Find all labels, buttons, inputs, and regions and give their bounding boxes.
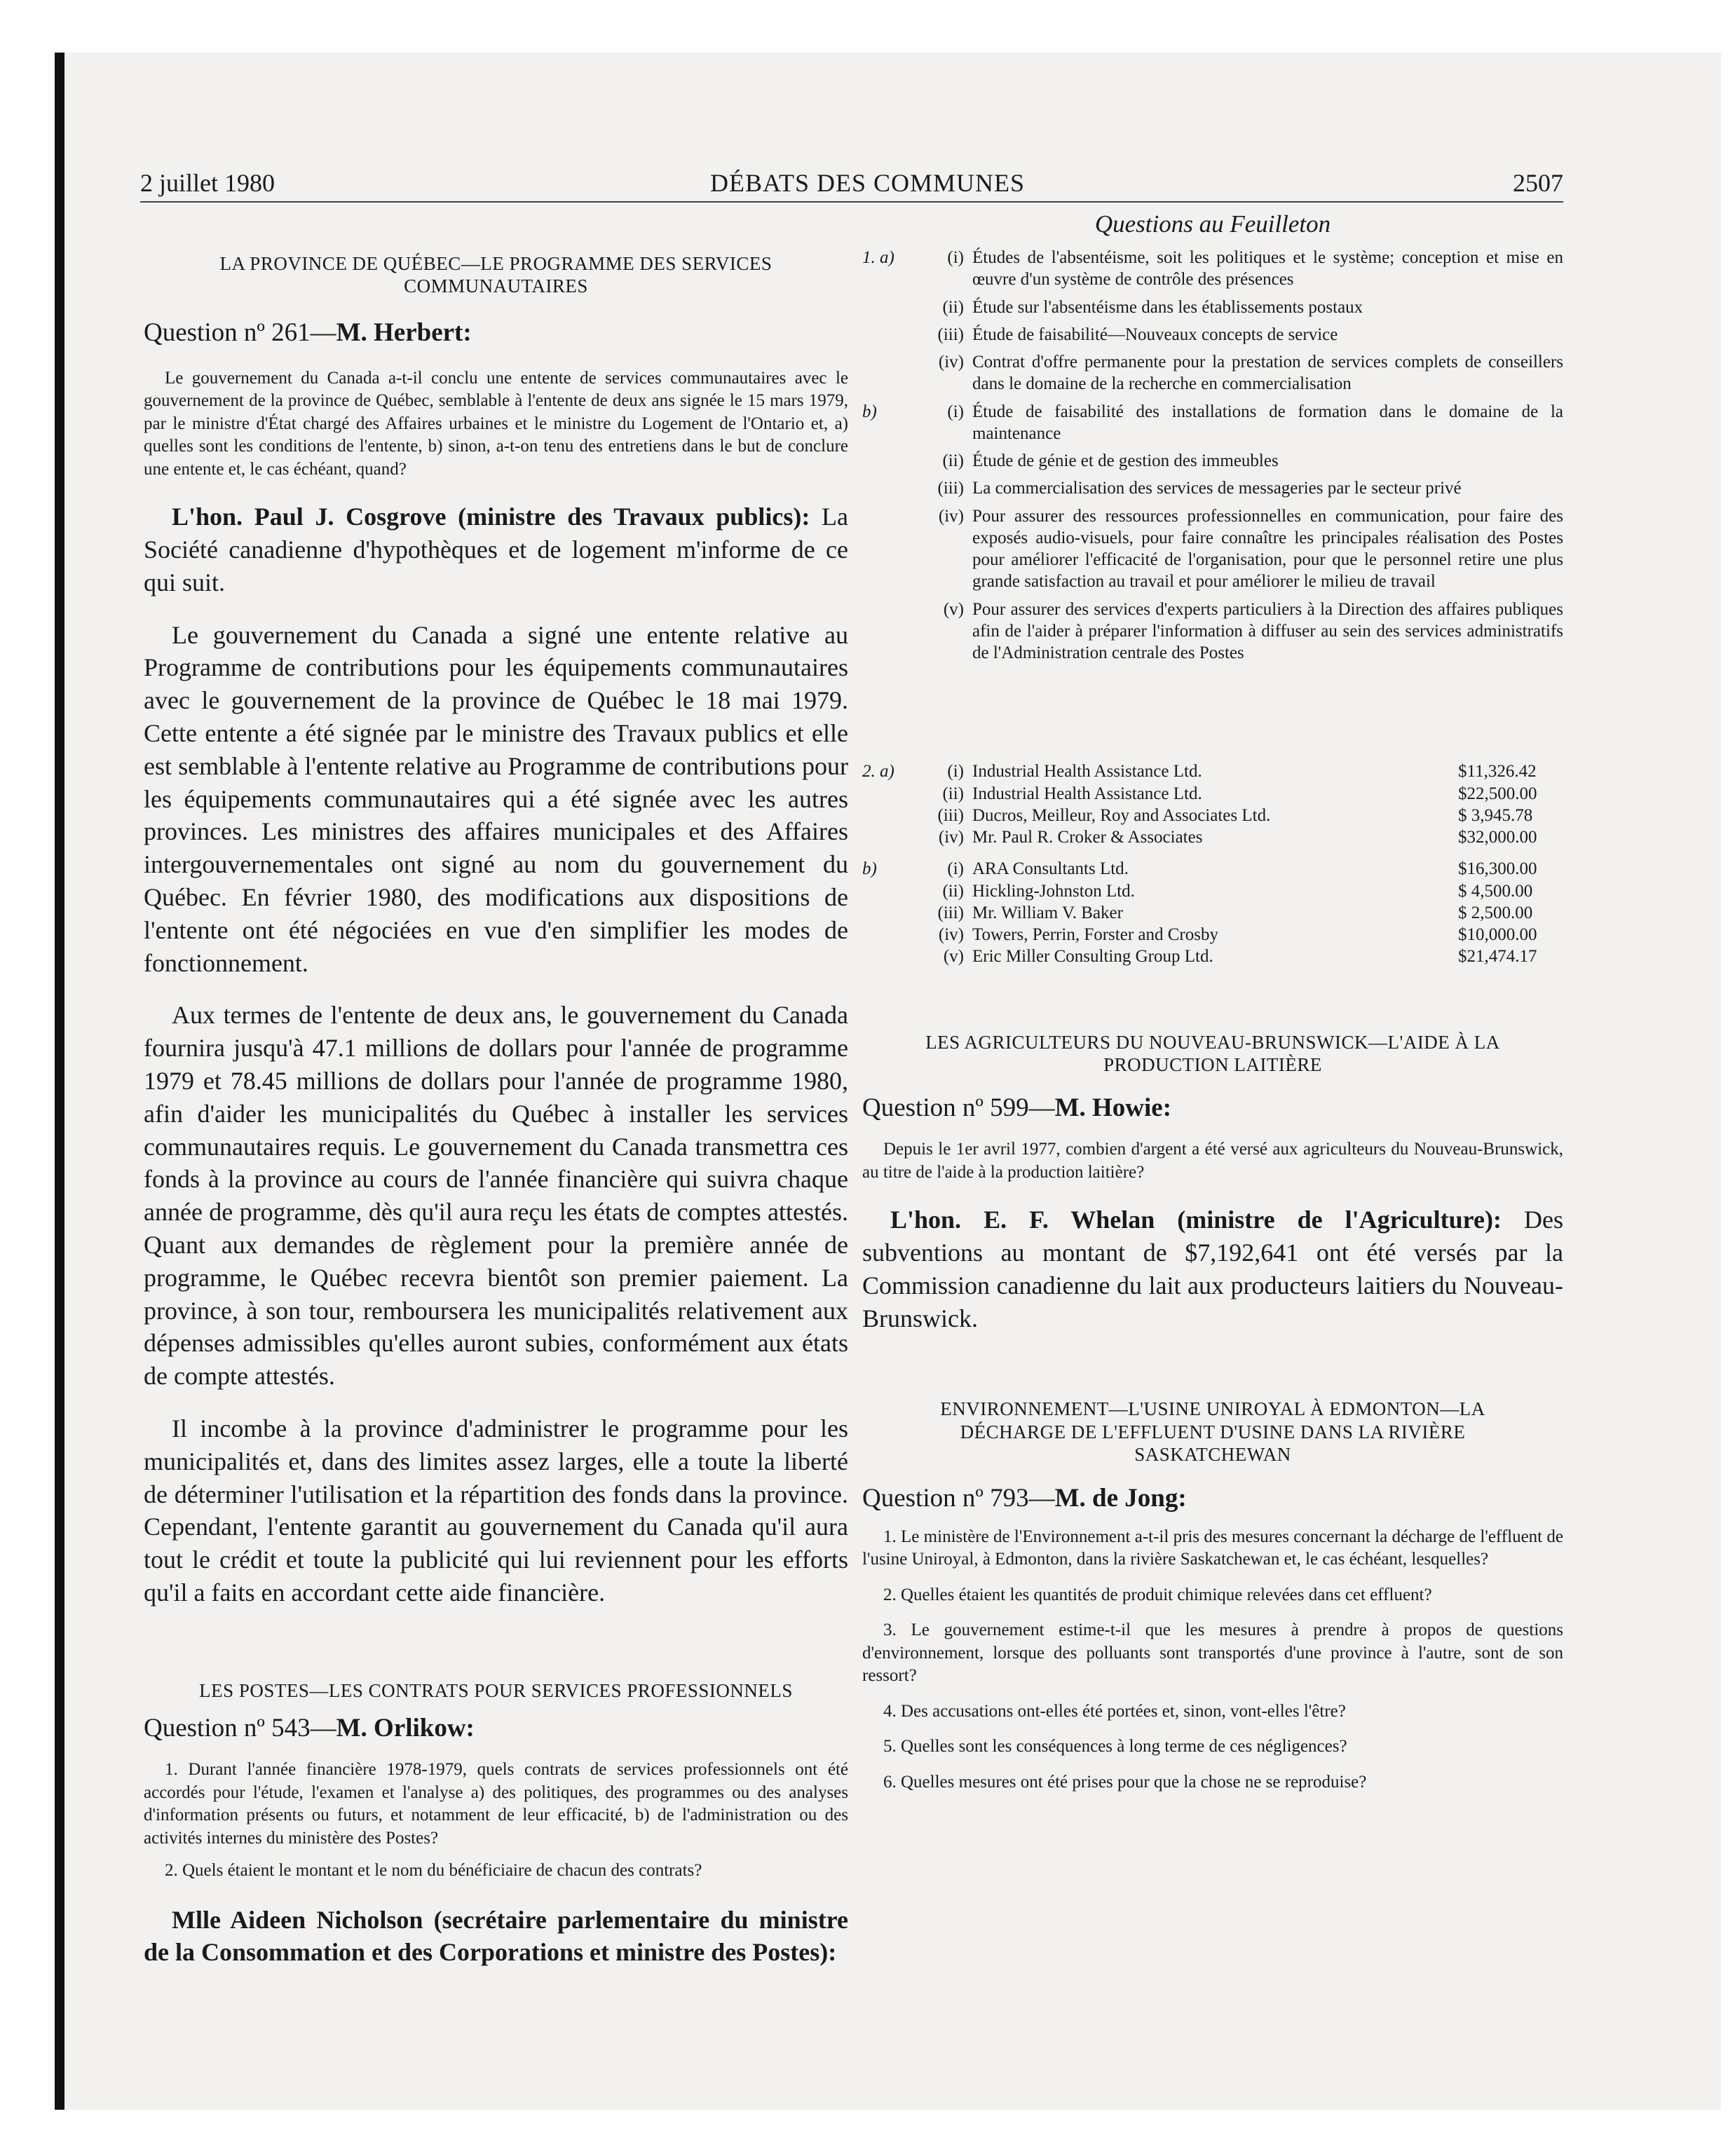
item-text: Étude de faisabilité des installations de formation dans le domaine de la maintenance bbox=[972, 402, 1563, 443]
contract-amount: $32,000.00 bbox=[1458, 828, 1537, 847]
contract-number: (iii) bbox=[937, 805, 964, 825]
contracts-list bbox=[862, 858, 1563, 967]
item-group: b) bbox=[862, 402, 877, 421]
item-text: La commercialisation des services de messageries par le secteur privé bbox=[972, 479, 1462, 498]
list-item bbox=[862, 401, 1563, 445]
question-text: 1. Durant l'année financière 1978-1979, quels contrats de services professionnels ont été accordés pour l'étude, l'examen et l'analyse a) des politiques, des programmes ou des analyses d'information présents ou futurs, et notamment de leur efficacité, b) de l'administration ou des activités internes du ministère des Postes? bbox=[144, 1760, 848, 1848]
contract-number: (iv) bbox=[938, 925, 964, 944]
item-text: Pour assurer des services d'experts particuliers à la Direction des affaires publiques afin de l'aider à préparer l'information à diffuser au sein des services administratifs de l'Administration centrale des Postes bbox=[972, 599, 1563, 662]
question-text: Le gouvernement du Canada a-t-il conclu une entente de services communautaires avec le gouvernement de la province de Québec, semblable à l'entente de deux ans signée le 15 mars 1979, par le ministre d'État chargé des Affaires urbaines et le ministre du Logement de l'Ontario et, a) quelles sont les conditions de l'entente, b) sinon, a-t-on tenu des entretiens dans le but de conclure une entente et, le cas échéant, quand? bbox=[144, 368, 848, 479]
contract-group bbox=[862, 946, 918, 967]
question-text: 6. Quelles mesures ont été prises pour que la chose ne se reproduise? bbox=[883, 1772, 1367, 1792]
question-text: 2. Quelles étaient les quantités de produit chimique relevées dans cet effluent? bbox=[883, 1585, 1432, 1604]
contract-name: Towers, Perrin, Forster and Crosby bbox=[972, 925, 1218, 944]
question-heading: Question nº 543—M. Orlikow: bbox=[144, 1714, 475, 1743]
item-number: (i) bbox=[947, 248, 964, 267]
item-text: Pour assurer des ressources professionnelles en communication, pour faire des exposés audio-visuels, pour faire connaître les principales réalisation des Postes pour améliorer l'efficacité de l'organisation, pour que le personnel retire une plus grande satisfaction au travail et pour améliorer le milieu de travail bbox=[972, 506, 1563, 592]
item-group bbox=[862, 477, 918, 499]
contract-name: Industrial Health Assistance Ltd. bbox=[972, 762, 1202, 782]
contract-amount: $ 3,945.78 bbox=[1458, 805, 1533, 825]
header-page-number: 2507 bbox=[1513, 169, 1563, 197]
section-heading: LA PROVINCE DE QUÉBEC—LE PROGRAMME DES SERVICES COMMUNAUTAIRES bbox=[219, 253, 773, 297]
item-number: (iii) bbox=[937, 479, 964, 498]
list-item bbox=[862, 351, 1563, 395]
scan-edge bbox=[55, 53, 64, 2110]
item-group bbox=[862, 450, 918, 472]
question-text: Depuis le 1er avril 1977, combien d'argent a été versé aux agriculteurs du Nouveau-Brunswick, au titre de l'aide à la production laitière? bbox=[862, 1140, 1563, 1182]
question-text: 2. Quels étaient le montant et le nom du bénéficiaire de chacun des contrats? bbox=[165, 1861, 702, 1881]
contract-group bbox=[862, 902, 918, 924]
item-number: (v) bbox=[943, 599, 964, 619]
contract-number: (v) bbox=[943, 947, 964, 967]
contract-number: (iv) bbox=[938, 828, 964, 847]
question-heading: Question nº 793—M. de Jong: bbox=[862, 1483, 1187, 1513]
header-rule bbox=[140, 201, 1563, 203]
contract-group bbox=[862, 826, 918, 848]
answer-paragraph: Le gouvernement du Canada a signé une entente relative au Programme de contributions pour les équipements communautaires avec le gouvernement de la province de Québec le 18 mai 1979. Cette entente a été signée par le ministre des Travaux publics et elle est semblable à l'entente relative au Programme de contributions pour les équipements communautaires qui a été signée avec les autres provinces. Les ministres des affaires municipales et des Affaires intergouvernementales ont signé au nom du gouvernement du Québec. En février 1980, des modifications aux dispositions de l'entente ont été négociées en vue d'en simplifier les modes de fonctionnement. bbox=[144, 620, 848, 977]
contract-amount: $ 4,500.00 bbox=[1458, 881, 1533, 901]
header-date: 2 juillet 1980 bbox=[140, 169, 275, 197]
item-number: (i) bbox=[947, 402, 964, 421]
question-text: 5. Quelles sont les conséquences à long terme de ces négligences? bbox=[883, 1737, 1347, 1756]
item-group bbox=[862, 351, 918, 395]
item-text: Études de l'absentéisme, soit les politiques et le système; conception et mise en œuvre d'un système de contrôle des présences bbox=[972, 248, 1563, 289]
contract-number: (i) bbox=[947, 762, 964, 782]
contract-group: b) bbox=[862, 859, 877, 879]
contract-number: (i) bbox=[947, 859, 964, 879]
right-column bbox=[862, 210, 1563, 1806]
contract-row bbox=[862, 783, 1563, 805]
question-list bbox=[862, 1526, 1563, 1794]
contract-name: Eric Miller Consulting Group Ltd. bbox=[972, 947, 1213, 967]
contract-amount: $10,000.00 bbox=[1458, 925, 1537, 944]
contract-name: ARA Consultants Ltd. bbox=[972, 859, 1129, 879]
item-group bbox=[862, 324, 918, 346]
contract-row bbox=[862, 946, 1563, 967]
section-heading: ENVIRONNEMENT—L'USINE UNIROYAL À EDMONTON—LA DÉCHARGE DE L'EFFLUENT D'USINE DANS LA RIVIÈRE SASKATCHEWAN bbox=[940, 1398, 1485, 1466]
contract-row bbox=[862, 805, 1563, 826]
contract-name: Mr. Paul R. Croker & Associates bbox=[972, 828, 1203, 847]
contract-name: Hickling-Johnston Ltd. bbox=[972, 881, 1135, 901]
contract-name: Ducros, Meilleur, Roy and Associates Ltd. bbox=[972, 805, 1271, 825]
list-item bbox=[862, 324, 1563, 346]
answer-speaker: Mlle Aideen Nicholson (secrétaire parlementaire du ministre de la Consommation et des Corporations et ministre des Postes): bbox=[144, 1905, 848, 1967]
answer-paragraph: Il incombe à la province d'administrer le programme pour les municipalités et, dans des limites assez larges, elle a toute la liberté de déterminer l'utilisation et la répartition des fonds dans la province. Cependant, l'entente garantit au gouvernement du Canada qu'il aura tout le crédit et toute la publicité qui lui reviennent pour les efforts qu'il a faits en accordant cette aide financière. bbox=[144, 1414, 848, 1606]
contract-group bbox=[862, 805, 918, 826]
contract-amount: $16,300.00 bbox=[1458, 859, 1537, 879]
item-text: Étude sur l'absentéisme dans les établissements postaux bbox=[972, 297, 1363, 317]
item-group bbox=[862, 599, 918, 664]
item-text: Étude de génie et de gestion des immeubles bbox=[972, 451, 1279, 470]
item-group bbox=[862, 505, 918, 593]
section-heading: LES AGRICULTEURS DU NOUVEAU-BRUNSWICK—L'AIDE À LA PRODUCTION LAITIÈRE bbox=[925, 1031, 1500, 1075]
answer-paragraph: L'hon. Paul J. Cosgrove (ministre des Travaux publics): La Société canadienne d'hypothèques et de logement m'informe de ce qui suit. bbox=[144, 503, 848, 596]
contract-amount: $21,474.17 bbox=[1458, 947, 1537, 967]
contract-row bbox=[862, 760, 1563, 782]
contract-amount: $22,500.00 bbox=[1458, 784, 1537, 803]
list-item bbox=[862, 296, 1563, 318]
contract-group bbox=[862, 880, 918, 902]
contract-row bbox=[862, 880, 1563, 902]
contract-row bbox=[862, 826, 1563, 848]
answer-paragraph: Aux termes de l'entente de deux ans, le gouvernement du Canada fournira jusqu'à 47.1 millions de dollars pour l'année de programme 1979 et 78.45 millions de dollars pour l'année de programme 1980, afin d'aider les municipalités du Québec à installer les services communautaires requis. Le gouvernement du Canada transmettra ces fonds à la province au cours de l'année financière qui suivra chaque année de programme, dès qu'il aura reçu les états de comptes attestés. Quant aux demandes de règlement pour la première année de programme, le Québec recevra bientôt son premier paiement. La province, à son tour, remboursera les municipalités relativement aux dépenses admissibles qu'elles auront subies, conformément aux états de compte attestés. bbox=[144, 1001, 848, 1391]
item-number: (iv) bbox=[938, 353, 964, 371]
item-group: 1. a) bbox=[862, 248, 894, 267]
question-text: 4. Des accusations ont-elles été portées et, sinon, vont-elles l'être? bbox=[883, 1701, 1346, 1721]
item-number: (iv) bbox=[938, 506, 964, 526]
header-title: DÉBATS DES COMMUNES bbox=[709, 169, 1026, 197]
list-item bbox=[862, 477, 1563, 499]
contract-group: 2. a) bbox=[862, 762, 894, 782]
item-number: (iii) bbox=[937, 325, 964, 344]
answer-list bbox=[862, 247, 1563, 664]
question-text: 1. Le ministère de l'Environnement a-t-il pris des mesures concernant la décharge de l'effluent de l'usine Uniroyal, à Edmonton, dans la rivière Saskatchewan et, le cas échéant, lesquelles? bbox=[862, 1527, 1563, 1569]
contract-number: (ii) bbox=[942, 881, 964, 901]
item-text: Contrat d'offre permanente pour la prestation de services complets de conseillers dans le domaine de la recherche en commercialisation bbox=[972, 353, 1563, 394]
list-item bbox=[862, 599, 1563, 664]
contract-group bbox=[862, 924, 918, 946]
question-text: 3. Le gouvernement estime-t-il que les mesures à prendre à propos de questions d'environnement, lorsque des polluants sont transportés d'une province à l'autre, sont de son ressort? bbox=[862, 1621, 1563, 1686]
contract-name: Mr. William V. Baker bbox=[972, 903, 1123, 922]
item-group bbox=[862, 296, 918, 318]
contract-number: (iii) bbox=[937, 903, 964, 922]
item-number: (ii) bbox=[942, 297, 964, 317]
contract-name: Industrial Health Assistance Ltd. bbox=[972, 784, 1202, 803]
contracts-list bbox=[862, 760, 1563, 848]
subtitle: Questions au Feuilleton bbox=[1094, 210, 1331, 238]
contract-number: (ii) bbox=[942, 784, 964, 803]
contract-group bbox=[862, 783, 918, 805]
item-number: (ii) bbox=[942, 451, 964, 470]
list-item bbox=[862, 450, 1563, 472]
contract-row bbox=[862, 902, 1563, 924]
contract-amount: $11,326.42 bbox=[1458, 762, 1537, 782]
question-heading: Question nº 261—M. Herbert: bbox=[144, 318, 472, 347]
left-column bbox=[144, 210, 848, 1969]
list-item bbox=[862, 247, 1563, 291]
question-heading: Question nº 599—M. Howie: bbox=[862, 1093, 1172, 1123]
answer-paragraph: L'hon. E. F. Whelan (ministre de l'Agriculture): Des subventions au montant de $7,192,641 ont été versés par la Commission canadienne du lait aux producteurs laitiers du Nouveau-Brunswick. bbox=[862, 1206, 1563, 1332]
contract-row bbox=[862, 858, 1563, 880]
section-heading: LES POSTES—LES CONTRATS POUR SERVICES PROFESSIONNELS bbox=[199, 1679, 793, 1701]
contract-amount: $ 2,500.00 bbox=[1458, 903, 1533, 922]
item-text: Étude de faisabilité—Nouveaux concepts de service bbox=[972, 325, 1338, 344]
contract-row bbox=[862, 924, 1563, 946]
list-item bbox=[862, 505, 1563, 593]
